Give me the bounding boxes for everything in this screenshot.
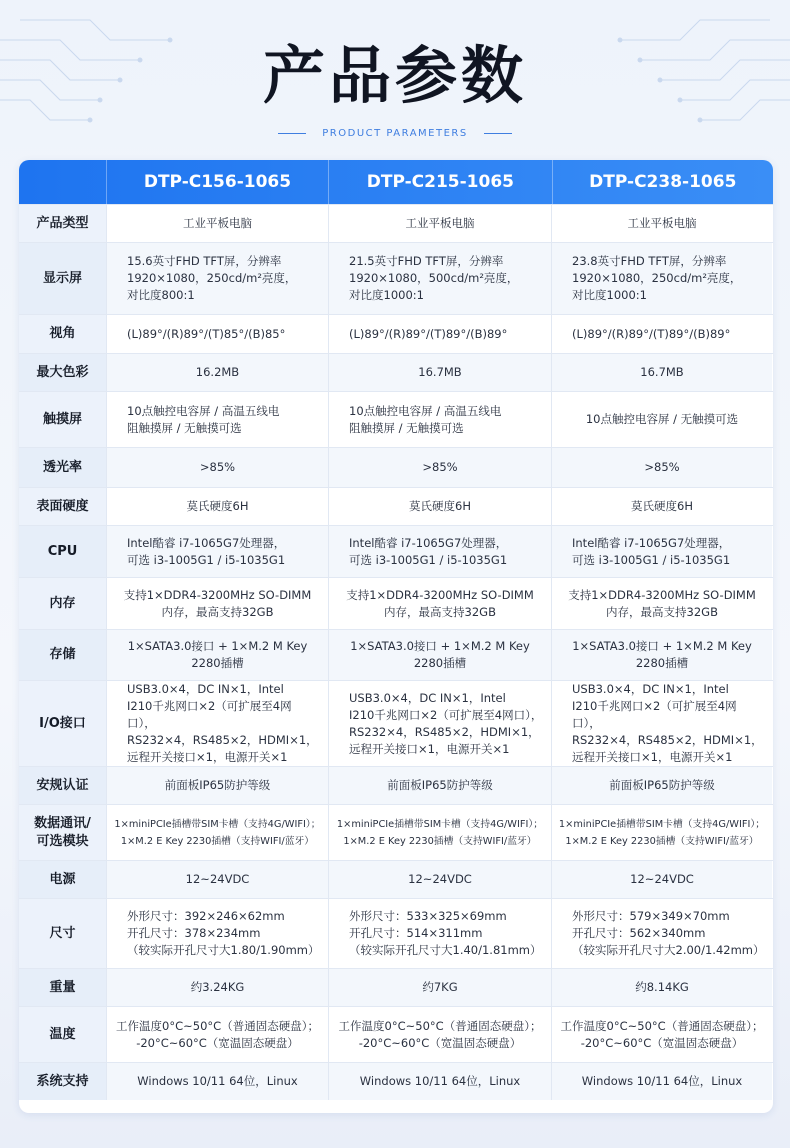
- row-label: CPU: [19, 526, 106, 577]
- table-row: [19, 242, 773, 314]
- spec-cell: 12~24VDC: [106, 861, 328, 898]
- spec-cell: 16.7MB: [328, 354, 551, 391]
- model-header: DTP-C238-1065: [552, 160, 773, 204]
- row-label: 系统支持: [19, 1063, 106, 1100]
- spec-cell: 约3.24KG: [106, 969, 328, 1006]
- spec-cell: 23.8英寸FHD TFT屏，分辨率 1920×1080，250cd/m²亮度， 对比度1000:1: [551, 243, 772, 314]
- spec-cell: 1×miniPCIe插槽带SIM卡槽（支持4G/WIFI）； 1×M.2 E Key 2230插槽（支持WIFI/蓝牙）: [551, 805, 772, 860]
- model-header: DTP-C215-1065: [328, 160, 551, 204]
- row-label: 温度: [19, 1007, 106, 1062]
- subtitle-divider-left: [278, 133, 306, 134]
- spec-cell: 1×SATA3.0接口 + 1×M.2 M Key 2280插槽: [551, 630, 772, 680]
- table-row: [19, 391, 773, 447]
- table-row: [19, 1006, 773, 1062]
- spec-cell: Intel酷睿 i7-1065G7处理器， 可选 i3-1005G1 / i5-1035G1: [551, 526, 772, 577]
- spec-cell: 前面板IP65防护等级: [106, 767, 328, 804]
- spec-cell: 莫氏硬度6H: [328, 488, 551, 525]
- table-row: [19, 353, 773, 391]
- model-header: DTP-C156-1065: [106, 160, 328, 204]
- table-row: [19, 629, 773, 680]
- row-label: 重量: [19, 969, 106, 1006]
- row-label: 内存: [19, 578, 106, 629]
- spec-cell: 外形尺寸：533×325×69mm 开孔尺寸：514×311mm （较实际开孔尺寸大1.40/1.81mm）: [328, 899, 551, 968]
- page-subtitle: PRODUCT PARAMETERS: [322, 127, 468, 139]
- row-label: 视角: [19, 315, 106, 353]
- spec-cell: 支持1×DDR4-3200MHz SO-DIMM 内存，最高支持32GB: [328, 578, 551, 629]
- spec-cell: USB3.0×4，DC IN×1，Intel I210千兆网口×2（可扩展至4网口）， RS232×4，RS485×2，HDMI×1， 远程开关接口×1，电源开关×1: [106, 681, 328, 766]
- spec-cell: 外形尺寸：392×246×62mm 开孔尺寸：378×234mm （较实际开孔尺寸大1.80/1.90mm）: [106, 899, 328, 968]
- spec-cell: 15.6英寸FHD TFT屏，分辨率 1920×1080，250cd/m²亮度， 对比度800:1: [106, 243, 328, 314]
- row-label: 透光率: [19, 448, 106, 487]
- spec-cell: 1×SATA3.0接口 + 1×M.2 M Key 2280插槽: [328, 630, 551, 680]
- spec-cell: 支持1×DDR4-3200MHz SO-DIMM 内存，最高支持32GB: [551, 578, 772, 629]
- table-row: [19, 968, 773, 1006]
- spec-cell: Intel酷睿 i7-1065G7处理器， 可选 i3-1005G1 / i5-1035G1: [106, 526, 328, 577]
- spec-cell: 10点触控电容屏 / 高温五线电 阻触摸屏 / 无触摸可选: [328, 392, 551, 447]
- spec-cell: 1×miniPCIe插槽带SIM卡槽（支持4G/WIFI）； 1×M.2 E Key 2230插槽（支持WIFI/蓝牙）: [328, 805, 551, 860]
- spec-cell: 前面板IP65防护等级: [328, 767, 551, 804]
- table-header-row: [19, 160, 773, 204]
- spec-table: [19, 160, 773, 1113]
- row-label: 存储: [19, 630, 106, 680]
- spec-cell: 工作温度0°C~50°C（普通固态硬盘）； -20°C~60°C（宽温固态硬盘）: [106, 1007, 328, 1062]
- spec-cell: >85%: [328, 448, 551, 487]
- table-row: [19, 447, 773, 487]
- spec-cell: 1×SATA3.0接口 + 1×M.2 M Key 2280插槽: [106, 630, 328, 680]
- table-row: [19, 860, 773, 898]
- row-label: 安规认证: [19, 767, 106, 804]
- row-label: 尺寸: [19, 899, 106, 968]
- spec-cell: 前面板IP65防护等级: [551, 767, 772, 804]
- spec-cell: (L)89°/(R)89°/(T)89°/(B)89°: [328, 315, 551, 353]
- table-row: [19, 525, 773, 577]
- spec-cell: Windows 10/11 64位，Linux: [328, 1063, 551, 1100]
- row-label: 数据通讯/ 可选模块: [19, 805, 106, 860]
- row-label: 最大色彩: [19, 354, 106, 391]
- table-row: [19, 766, 773, 804]
- spec-cell: 工业平板电脑: [106, 205, 328, 242]
- spec-cell: 约8.14KG: [551, 969, 772, 1006]
- table-row: [19, 680, 773, 766]
- row-label: 触摸屏: [19, 392, 106, 447]
- table-row: [19, 1062, 773, 1100]
- spec-cell: 16.7MB: [551, 354, 772, 391]
- spec-cell: 莫氏硬度6H: [551, 488, 772, 525]
- row-label: I/O接口: [19, 681, 106, 766]
- spec-cell: Intel酷睿 i7-1065G7处理器， 可选 i3-1005G1 / i5-1035G1: [328, 526, 551, 577]
- spec-cell: 外形尺寸：579×349×70mm 开孔尺寸：562×340mm （较实际开孔尺寸大2.00/1.42mm）: [551, 899, 772, 968]
- row-label: 显示屏: [19, 243, 106, 314]
- spec-cell: (L)89°/(R)89°/(T)89°/(B)89°: [551, 315, 772, 353]
- spec-cell: 10点触控电容屏 / 无触摸可选: [551, 392, 772, 447]
- spec-cell: 支持1×DDR4-3200MHz SO-DIMM 内存，最高支持32GB: [106, 578, 328, 629]
- header-corner: [19, 160, 106, 204]
- spec-cell: 约7KG: [328, 969, 551, 1006]
- spec-cell: 12~24VDC: [551, 861, 772, 898]
- spec-cell: 1×miniPCIe插槽带SIM卡槽（支持4G/WIFI）； 1×M.2 E Key 2230插槽（支持WIFI/蓝牙）: [106, 805, 328, 860]
- spec-cell: >85%: [106, 448, 328, 487]
- spec-cell: 21.5英寸FHD TFT屏，分辨率 1920×1080，500cd/m²亮度， 对比度1000:1: [328, 243, 551, 314]
- spec-cell: >85%: [551, 448, 772, 487]
- table-body: [19, 204, 773, 1100]
- table-row: [19, 804, 773, 860]
- subtitle-divider-right: [484, 133, 512, 134]
- spec-cell: (L)89°/(R)89°/(T)85°/(B)85°: [106, 315, 328, 353]
- table-row: [19, 487, 773, 525]
- spec-cell: 工作温度0°C~50°C（普通固态硬盘）； -20°C~60°C（宽温固态硬盘）: [328, 1007, 551, 1062]
- spec-cell: USB3.0×4，DC IN×1，Intel I210千兆网口×2（可扩展至4网口）， RS232×4，RS485×2，HDMI×1， 远程开关接口×1，电源开关×1: [328, 681, 551, 766]
- page-title: 产品参数: [262, 39, 527, 112]
- row-label: 表面硬度: [19, 488, 106, 525]
- spec-cell: 工作温度0°C~50°C（普通固态硬盘）； -20°C~60°C（宽温固态硬盘）: [551, 1007, 772, 1062]
- table-row: [19, 204, 773, 242]
- table-row: [19, 314, 773, 353]
- row-label: 电源: [19, 861, 106, 898]
- spec-cell: 10点触控电容屏 / 高温五线电 阻触摸屏 / 无触摸可选: [106, 392, 328, 447]
- spec-cell: 12~24VDC: [328, 861, 551, 898]
- spec-cell: Windows 10/11 64位，Linux: [551, 1063, 772, 1100]
- spec-cell: 工业平板电脑: [551, 205, 772, 242]
- table-row: [19, 898, 773, 968]
- spec-cell: Windows 10/11 64位，Linux: [106, 1063, 328, 1100]
- row-label: 产品类型: [19, 205, 106, 242]
- spec-cell: USB3.0×4，DC IN×1，Intel I210千兆网口×2（可扩展至4网口）， RS232×4，RS485×2，HDMI×1， 远程开关接口×1，电源开关×1: [551, 681, 772, 766]
- spec-cell: 莫氏硬度6H: [106, 488, 328, 525]
- subtitle-row: [0, 124, 790, 142]
- table-row: [19, 577, 773, 629]
- spec-cell: 工业平板电脑: [328, 205, 551, 242]
- spec-cell: 16.2MB: [106, 354, 328, 391]
